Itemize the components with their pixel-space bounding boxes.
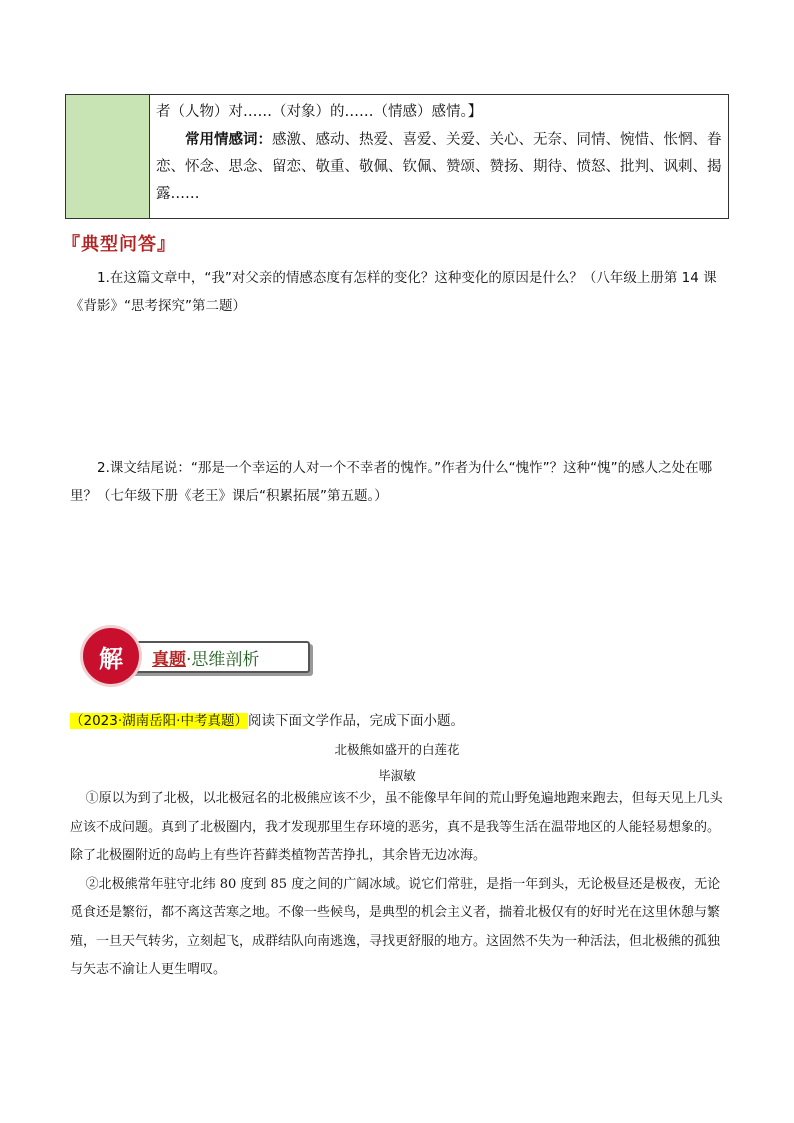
article-title: 北极熊如盛开的白莲花 [334,742,460,757]
tip-box-content [150,95,728,218]
question-1-text: 1.在这篇文章中，“我”对父亲的情感态度有怎样的变化？这种变化的原因是什么？（八年级上册第 14 课《背影》“思考探究”第二题） [70,270,717,314]
question-2-text: 2.课文结尾说：“那是一个幸运的人对一个不幸者的愧怍。”作者为什么“愧怍”？这种“愧”的感人之处在哪里？（七年级下册《老王》课后“积累拓展”第五题。） [70,460,713,504]
banner-title-green: ·思维剖析 [186,649,260,670]
tip-box [65,94,729,219]
source-tag: （2023·湖南岳阳·中考真题） [70,713,248,729]
article-body [70,785,728,985]
article-author: 毕淑敏 [378,768,416,783]
common-words-list: 感激、感动、热爱、喜爱、关爱、关心、无奈、同情、惋惜、怅惘、眷恋、怀念、思念、留恋、敬重、敬佩、钦佩、赞颂、赞扬、期待、愤怒、批判、讽刺、揭露…… [156,132,722,202]
tip-line-1: 者（人物）对……（对象）的……（情感）感情。】 [156,104,483,120]
banner-title [128,641,310,673]
article-paragraph-2: ②北极熊常年驻守北纬 80 度到 85 度之间的广阔冰域。说它们常驻，是指一年到头，无论极昼还是极夜，无论觅食还是繁衍，都不离这苦寒之地。不像一些候鸟，是典型的机会主义者，揣着北极仅有的好时光在这里休憩与繁殖，一旦天气转劣，立刻起飞，成群结队向南逃逸，寻找更舒服的地方。这固然不失为一种活法，但北极熊的孤独与矢志不渝让人更生喟叹。 [70,876,721,977]
source-line [70,709,464,729]
section-title: 『典型问答』 [62,234,176,255]
question-1 [70,264,730,320]
common-words-paragraph [156,126,722,208]
banner-title-red: 真题 [152,649,186,670]
question-2 [70,454,730,510]
source-instruction: 阅读下面文学作品，完成下面小题。 [247,713,464,729]
tip-box-label-cell [66,95,150,218]
section-banner [80,625,320,691]
article-paragraph-1: ①原以为到了北极，以北极冠名的北极熊应该不少，虽不能像早年间的荒山野兔遍地跑来跑去，但每天见上几头应该不成问题。真到了北极圈内，我才发现那里生存环境的恶劣，真不是我等生活在温带地区的人能轻易想象的。除了北极圈附近的岛屿上有些许苔藓类植物苦苦挣扎，其余皆无边冰海。 [70,791,723,863]
jie-badge-icon: 解 [80,625,142,687]
common-words-label: 常用情感词： [185,131,272,148]
